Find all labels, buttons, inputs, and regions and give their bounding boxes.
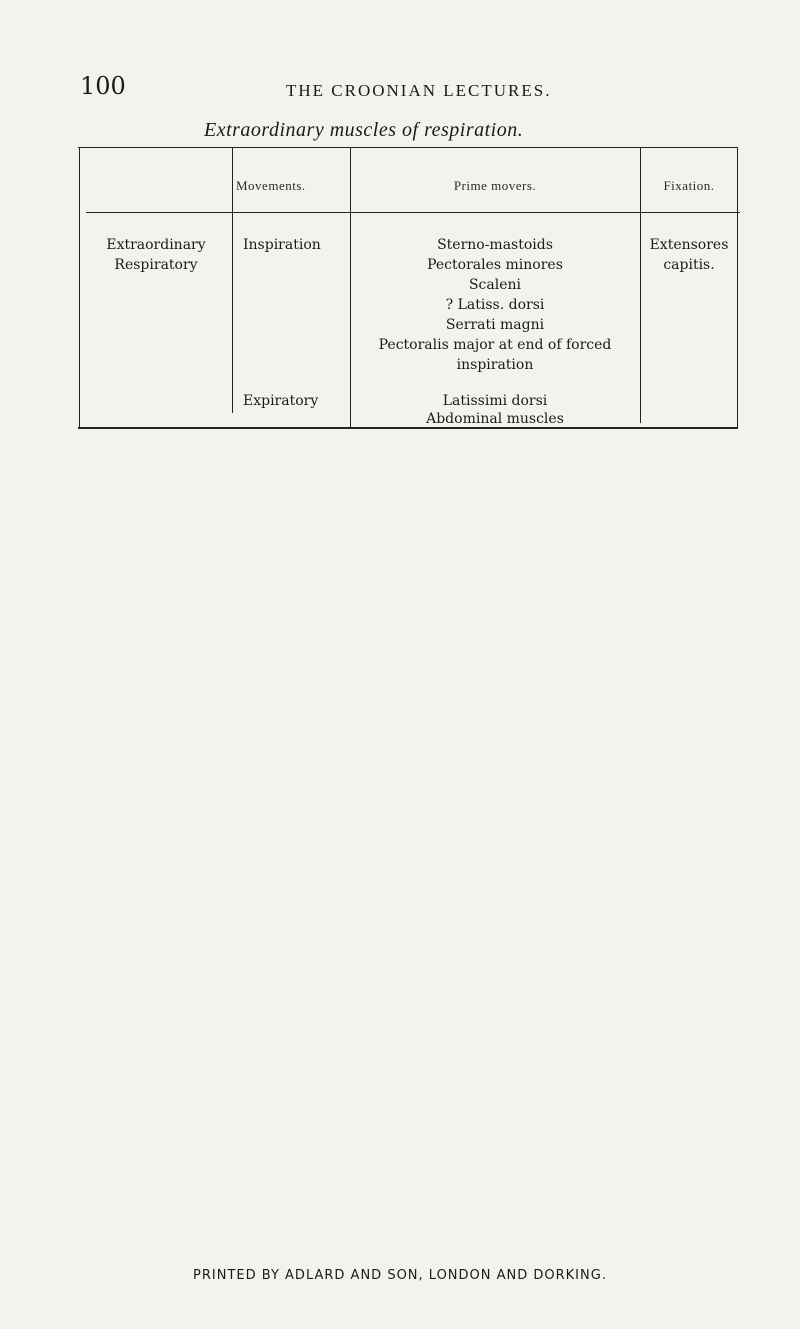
row-label-line1: Extraordinary [106, 237, 206, 253]
page-title: Extraordinary muscles of respiration. [204, 119, 524, 141]
page-number: 100 [80, 72, 126, 100]
prime-mover-inspiration-2: Pectorales minores [427, 257, 563, 273]
row-label-line2: Respiratory [114, 257, 198, 273]
fixation-inspiration-line1: Extensores [649, 237, 729, 253]
header-movements: Movements. [236, 178, 306, 193]
prime-mover-inspiration-6: Pectoralis major at end of forced [378, 337, 612, 353]
header-fixation: Fixation. [663, 178, 715, 193]
header-prime-movers: Prime movers. [453, 178, 537, 193]
prime-mover-inspiration-4: ? Latiss. dorsi [445, 297, 545, 313]
printer-imprint: PRINTED BY ADLARD AND SON, LONDON AND DORKING. [193, 1268, 607, 1283]
prime-mover-expiratory-2: Abdominal muscles [426, 411, 564, 427]
movement-inspiration: Inspiration [243, 237, 321, 253]
prime-mover-inspiration-5: Serrati magni [445, 317, 545, 333]
table-left-rule [79, 147, 80, 428]
prime-mover-expiratory-1: Latissimi dorsi [442, 393, 548, 409]
fixation-inspiration-line2: capitis. [663, 257, 715, 273]
movement-expiratory: Expiratory [243, 393, 319, 409]
prime-mover-inspiration-7: inspiration [456, 357, 534, 373]
table-top-rule [78, 147, 738, 148]
running-head: THE CROONIAN LECTURES. [286, 81, 552, 100]
header-bottom-rule [86, 212, 740, 213]
prime-mover-inspiration-3: Scaleni [468, 277, 522, 293]
prime-mover-inspiration-1: Sterno-mastoids [437, 237, 553, 253]
column-divider-1 [232, 147, 233, 413]
